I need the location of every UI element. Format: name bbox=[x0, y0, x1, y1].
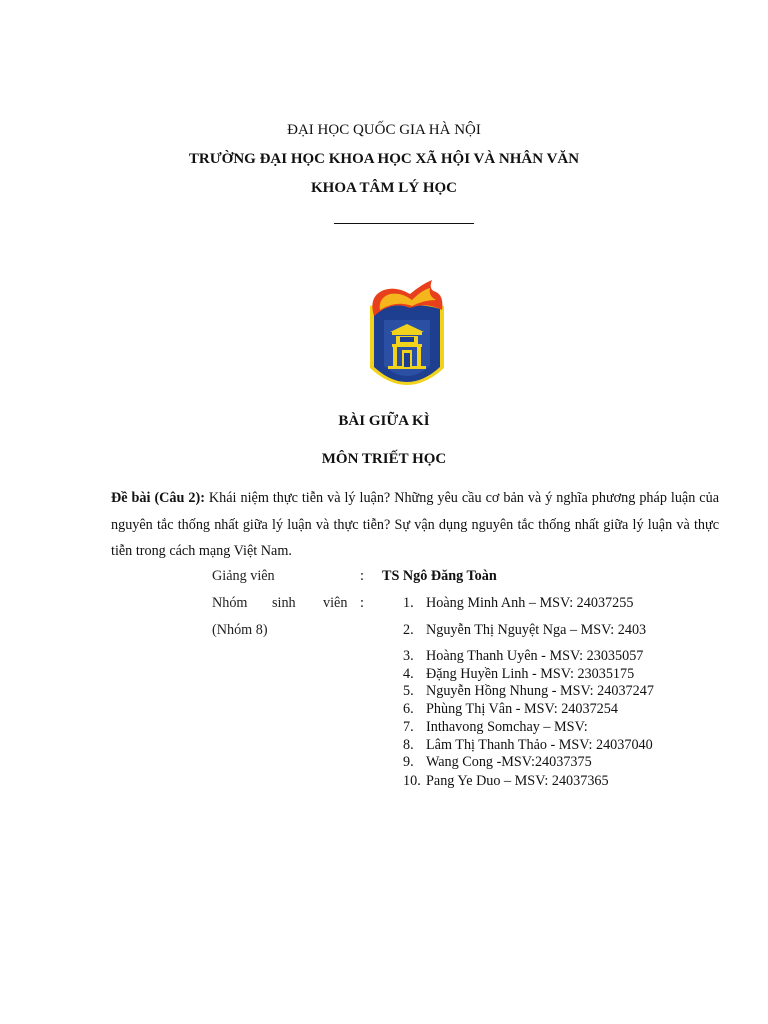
group-label-word-2: sinh bbox=[272, 595, 296, 611]
member-item: 2. Nguyễn Thị Nguyệt Nga – MSV: 2403 bbox=[403, 622, 647, 638]
group-colon: : bbox=[360, 595, 364, 611]
lecturer-label: Giảng viên bbox=[212, 568, 275, 584]
faculty-name: KHOA TÂM LÝ HỌC bbox=[311, 180, 457, 196]
group-number: (Nhóm 8) bbox=[212, 622, 268, 638]
university-name: ĐẠI HỌC QUỐC GIA HÀ NỘI bbox=[287, 122, 481, 138]
group-label-word-1: Nhóm bbox=[212, 595, 248, 611]
subject-title: MÔN TRIẾT HỌC bbox=[321, 451, 447, 467]
lecturer-colon: : bbox=[360, 568, 364, 584]
university-emblem-icon bbox=[366, 276, 448, 398]
exam-title: BÀI GIỮA KÌ bbox=[338, 413, 430, 429]
member-item: 5. Nguyễn Hồng Nhung - MSV: 24037247 bbox=[403, 683, 654, 699]
assignment-text: Khái niệm thực tiễn và lý luận? Những yêu cầu cơ bản và ý nghĩa phương pháp luận của nguyên tắc thống nhất giữa lý luận và thực tiễn? Sự vận dụng nguyên tắc thống nhất giữa lý luận và thực tiễn trong cách mạng Việt Nam. bbox=[111, 490, 719, 559]
member-item: 8. Lâm Thị Thanh Thảo - MSV: 24037040 bbox=[403, 737, 653, 753]
assignment-paragraph bbox=[111, 485, 719, 565]
lecturer-name: TS Ngô Đăng Toàn bbox=[382, 568, 497, 584]
member-item: 3. Hoàng Thanh Uyên - MSV: 23035057 bbox=[403, 648, 644, 664]
member-item: 7. Inthavong Somchay – MSV: bbox=[403, 719, 588, 735]
school-name: TRƯỜNG ĐẠI HỌC KHOA HỌC XÃ HỘI VÀ NHÂN VĂN bbox=[188, 151, 580, 167]
member-item: 6. Phùng Thị Vân - MSV: 24037254 bbox=[403, 701, 618, 717]
group-label-word-3: viên bbox=[323, 595, 348, 611]
member-item: 4. Đặng Huyền Linh - MSV: 23035175 bbox=[403, 666, 635, 682]
member-item: 10. Pang Ye Duo – MSV: 24037365 bbox=[403, 773, 609, 789]
header-divider bbox=[334, 223, 474, 224]
member-item: 1. Hoàng Minh Anh – MSV: 24037255 bbox=[403, 595, 634, 611]
member-item: 9. Wang Cong -MSV:24037375 bbox=[403, 754, 592, 770]
assignment-label: Đề bài (Câu 2): bbox=[111, 490, 205, 506]
